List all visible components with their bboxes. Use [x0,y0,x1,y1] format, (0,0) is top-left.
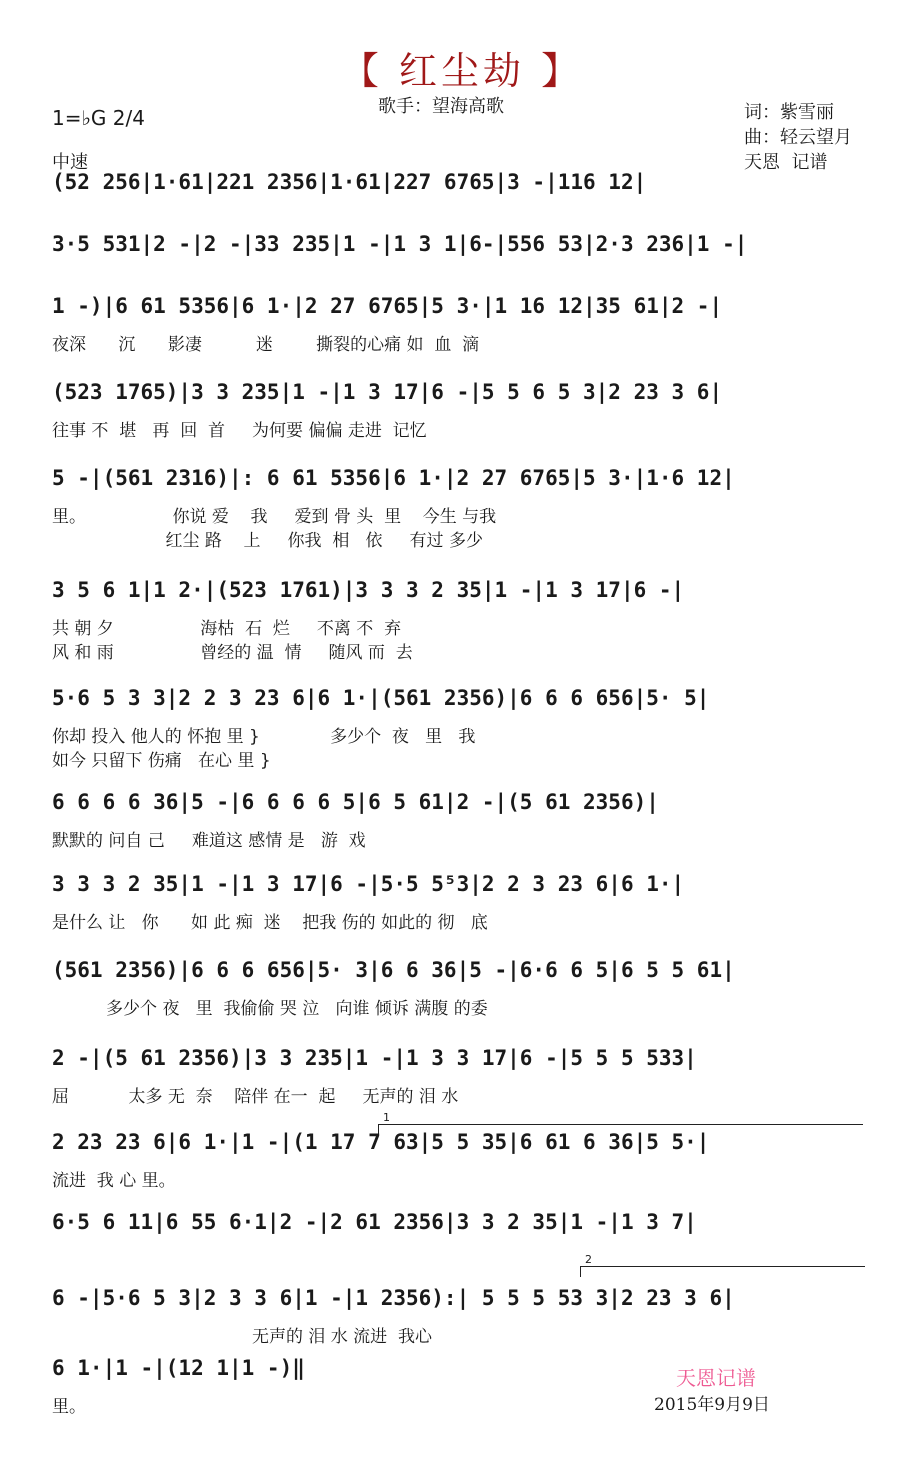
lyric-line: 多少个 夜 里 我偷偷 哭 泣 向谁 倾诉 满腹 的委 [52,999,488,1019]
lyric-line: 你却 投入 他人的 怀抱 里 } 多少个 夜 里 我 [52,727,476,747]
notation-line: 3 5 6 1|1 2·|(523 1761)|3 3 3 2 35|1 -|1 3 17|6 -| [52,578,685,602]
volta-2-bracket: 2 [580,1266,865,1277]
notation-line: 6·5 6 11|6 55 6·1|2 -|2 61 2356|3 3 2 35|1 -|1 3 7| [52,1210,697,1234]
notation-line: 1 -)|6 61 5356|6 1·|2 27 6765|5 3·|1 16 12|35 61|2 -| [52,294,723,318]
notation-line: 5·6 5 3 3|2 2 3 23 6|6 1·|(561 2356)|6 6 6 656|5· 5| [52,686,710,710]
composer-credit: 曲：轻云望月 [744,127,852,148]
notation-line: 6 6 6 6 36|5 -|6 6 6 6 5|6 5 61|2 -|(5 61 2356)| [52,790,659,814]
lyric-line: 默默的 问自 己 难道这 感情 是 游 戏 [52,831,366,851]
notation-line: 5 -|(561 2316)|: 6 61 5356|6 1·|2 27 6765|5 3·|1·6 12| [52,466,735,490]
lyric-line: 里。 [52,1397,86,1417]
notation-line: (561 2356)|6 6 6 656|5· 3|6 6 36|5 -|6·6 6 5|6 5 5 61| [52,958,735,982]
lyric-line: 流进 我 心 里。 [52,1171,176,1191]
notation-line: 6 -|5·6 5 3|2 3 3 6|1 -|1 2356):| 5 5 5 53 3|2 23 3 6| [52,1286,735,1310]
volta-1-bracket: 1 [378,1124,863,1135]
lyric-line: 里。 你说 爱 我 爱到 骨 头 里 今生 与我 [52,507,497,527]
key-signature: 1=♭G 2/4 [52,106,145,130]
transcriber-credit: 天恩 记谱 [744,152,828,173]
lyric-line: 往事 不 堪 再 回 首 为何要 偏偏 走进 记忆 [52,421,427,441]
notation-line: 3 3 3 2 35|1 -|1 3 17|6 -|5·5 5⁵3|2 2 3 23 6|6 1·| [52,872,685,896]
notation-line: 3·5 531|2 -|2 -|33 235|1 -|1 3 1|6-|556 53|2·3 236|1 -| [52,232,748,256]
lyric-line: 是什么 让 你 如 此 痴 迷 把我 伤的 如此的 彻 底 [52,913,488,933]
lyric-line: 风 和 雨 曾经的 温 情 随风 而 去 [52,643,413,663]
notation-line: 6 1·|1 -|(12 1|1 -)‖ [52,1356,305,1380]
transcription-date: 2015年9月9日 [654,1395,770,1415]
notation-line: (523 1765)|3 3 235|1 -|1 3 17|6 -|5 5 6 5 3|2 23 3 6| [52,380,723,404]
singer-credit: 歌手：望海高歌 [378,96,504,117]
song-title: 【 红尘劫 】 [340,49,584,93]
lyric-line: 如今 只留下 伤痛 在心 里 } [52,751,271,771]
transcriber-stamp: 天恩记谱 [676,1366,756,1390]
lyric-line: 夜深 沉 影凄 迷 撕裂的心痛 如 血 滴 [52,335,480,355]
lyric-line: 红尘 路 上 你我 相 依 有过 多少 [52,531,483,551]
notation-line: (52 256|1·61|221 2356|1·61|227 6765|3 -|116 12| [52,170,647,194]
lyric-line: 无声的 泪 水 流进 我心 [52,1327,432,1347]
lyric-line: 共 朝 夕 海枯 石 烂 不离 不 弃 [52,619,402,639]
notation-line: 2 23 23 6|6 1·|1 -|(1 17 7 63|5 5 35|6 61 6 36|5 5·| [52,1130,710,1154]
lyric-line: 屈 太多 无 奈 陪伴 在一 起 无声的 泪 水 [52,1087,459,1107]
tempo-marking: 中速 [52,152,88,173]
notation-line: 2 -|(5 61 2356)|3 3 235|1 -|1 3 3 17|6 -|5 5 5 533| [52,1046,697,1070]
lyricist-credit: 词：紫雪丽 [744,102,834,123]
